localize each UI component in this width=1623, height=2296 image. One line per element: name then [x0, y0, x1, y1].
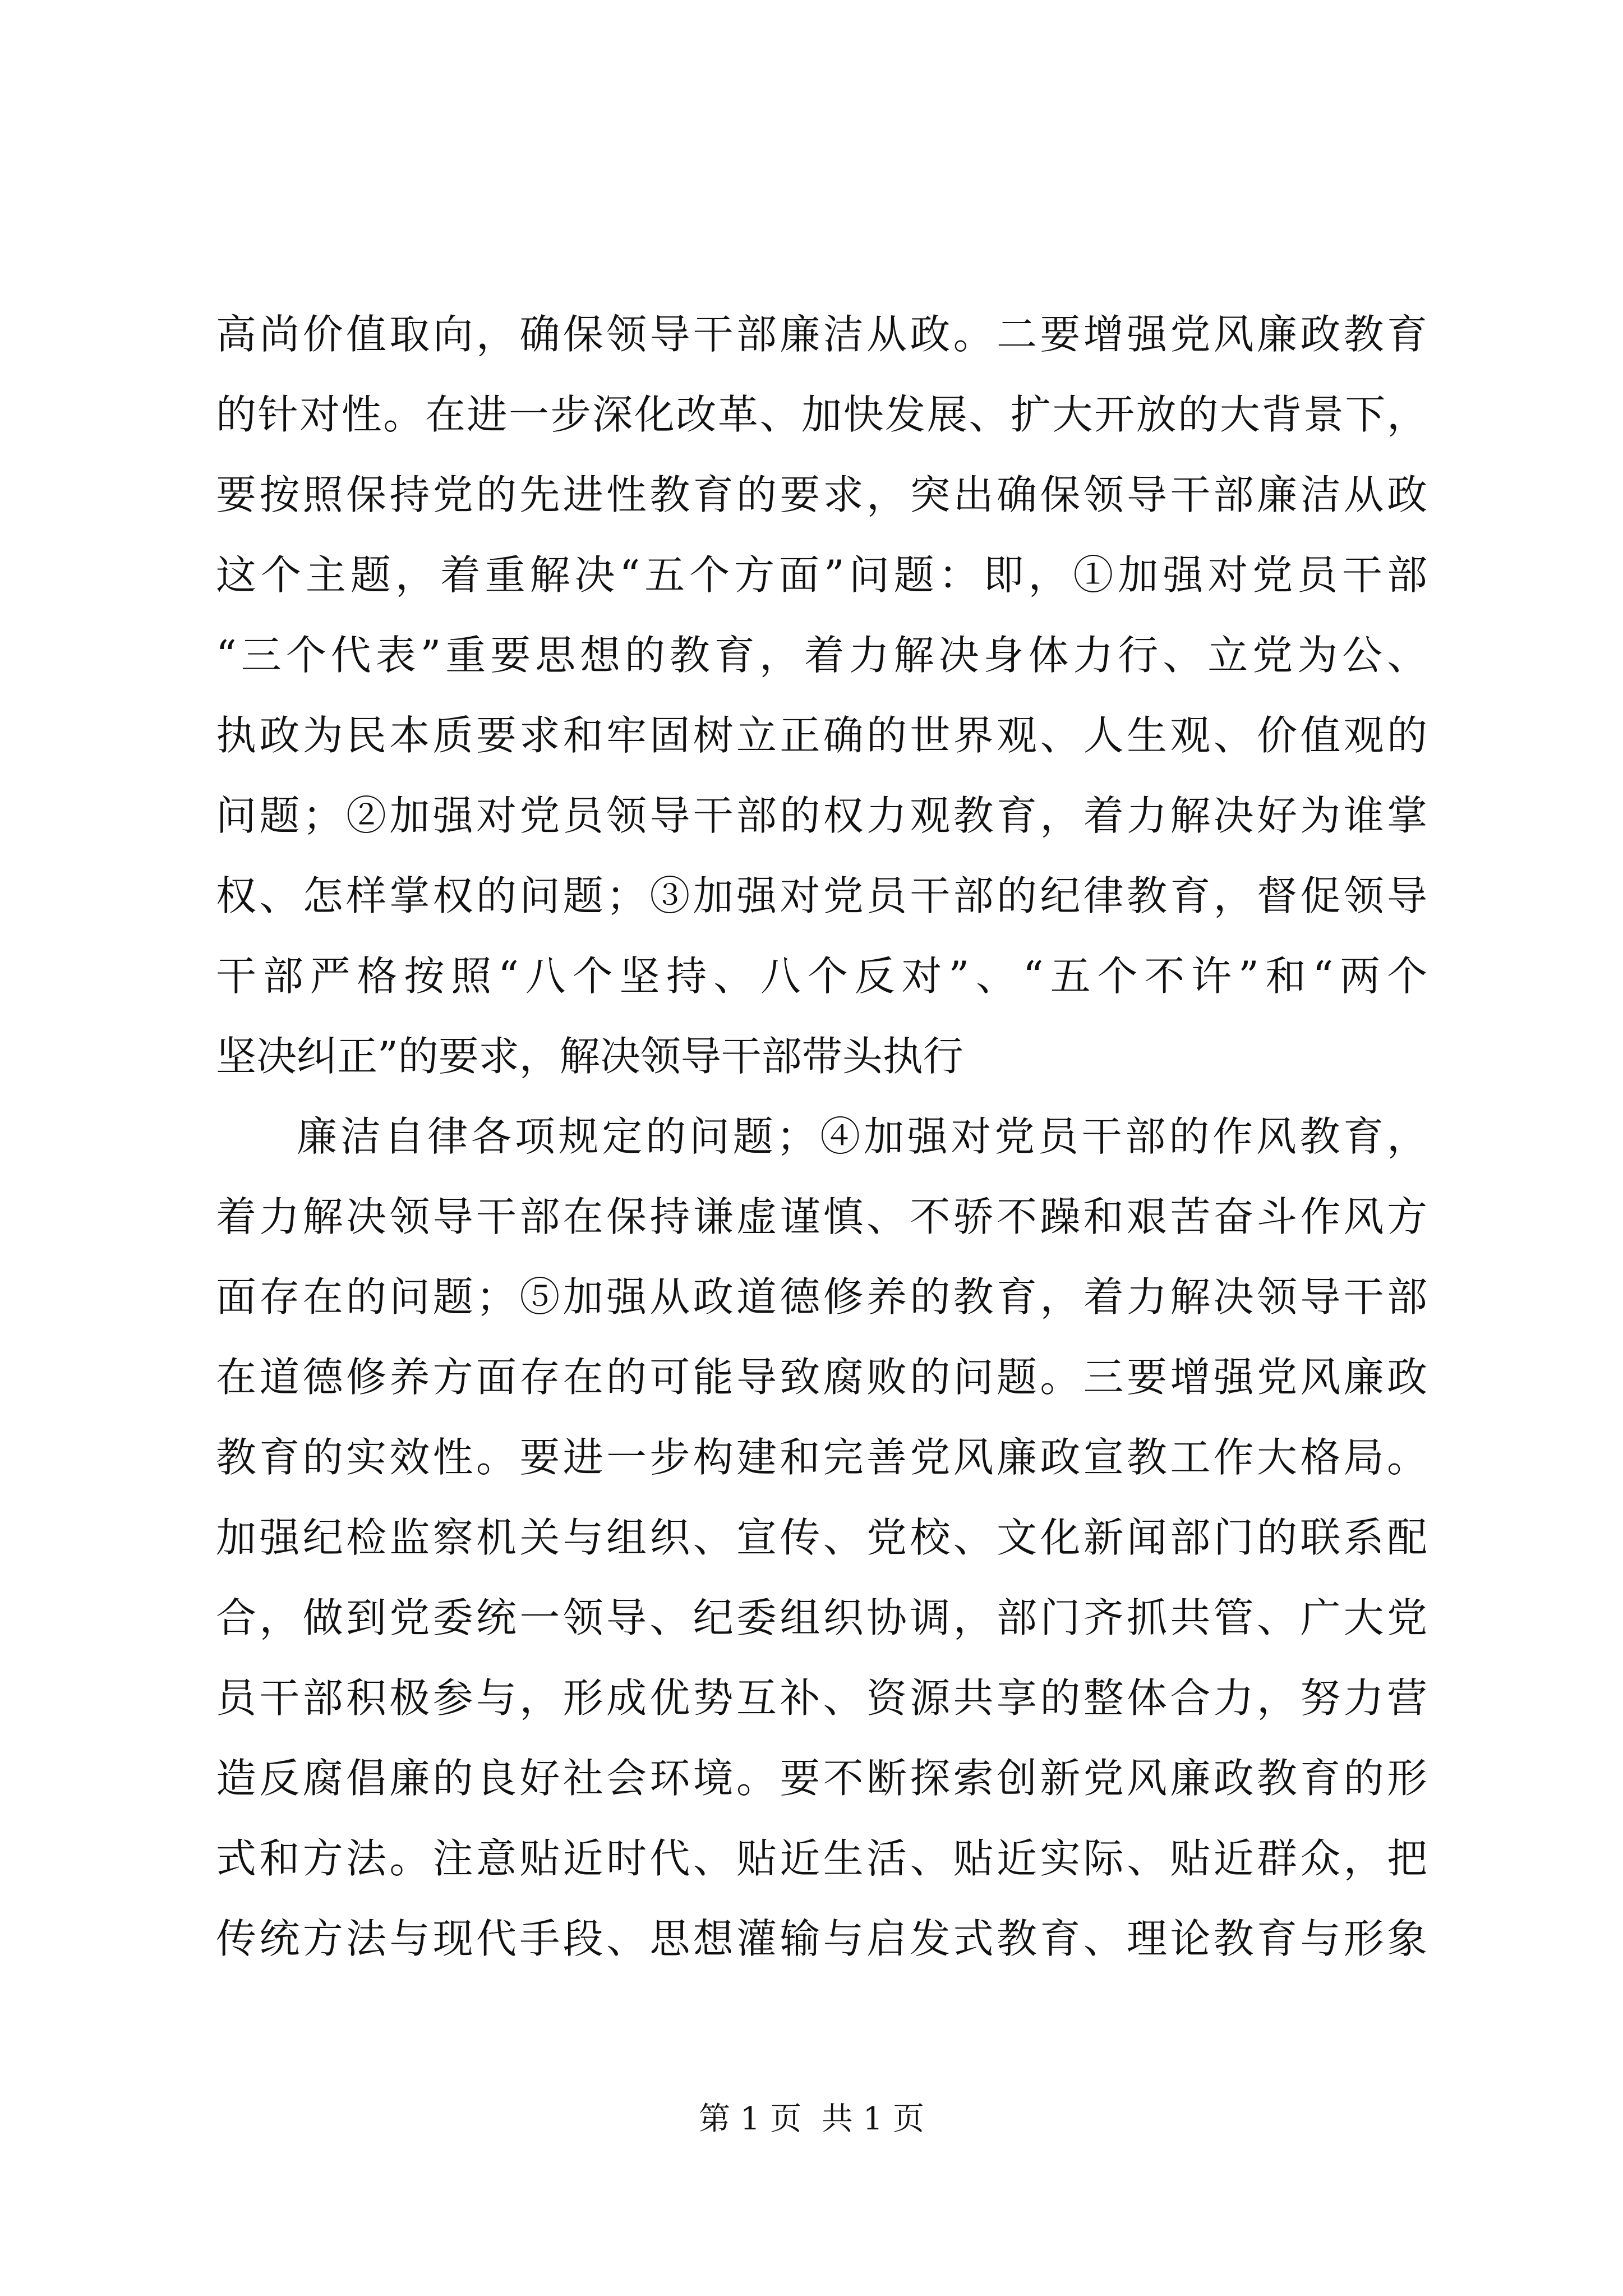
text-line: 员干部积极参与，形成优势互补、资源共享的整体合力，努力营: [216, 1674, 1427, 1722]
text-line-paragraph-start: 廉洁自律各项规定的问题；④加强对党员干部的作风教育，: [297, 1113, 1427, 1160]
text-line: 干部严格按照“八个坚持、八个反对”、“五个不许”和“两个: [216, 953, 1427, 1000]
text-line: 合，做到党委统一领导、纪委组织协调，部门齐抓共管、广大党: [216, 1594, 1427, 1641]
text-line: 要按照保持党的先进性教育的要求，突出确保领导干部廉洁从政: [216, 471, 1427, 518]
page-number-footer: 第 1 页 共 1 页: [698, 2101, 925, 2137]
text-line: 执政为民本质要求和牢固树立正确的世界观、人生观、价值观的: [216, 712, 1427, 759]
text-line: 这个主题，着重解决“五个方面”问题：即，①加强对党员干部: [216, 551, 1427, 599]
text-line: “三个代表”重要思想的教育，着力解决身体力行、立党为公、: [216, 632, 1427, 679]
text-line: 在道德修养方面存在的可能导致腐败的问题。三要增强党风廉政: [216, 1354, 1427, 1401]
text-line-paragraph-end: 坚决纠正”的要求，解决领导干部带头执行: [216, 1033, 963, 1080]
text-line: 着力解决领导干部在保持谦虚谨慎、不骄不躁和艰苦奋斗作风方: [216, 1193, 1427, 1240]
text-line: 高尚价值取向，确保领导干部廉洁从政。二要增强党风廉政教育: [216, 311, 1427, 358]
text-line: 问题；②加强对党员领导干部的权力观教育，着力解决好为谁掌: [216, 792, 1427, 839]
text-line: 加强纪检监察机关与组织、宣传、党校、文化新闻部门的联系配: [216, 1514, 1427, 1561]
text-line: 的针对性。在进一步深化改革、加快发展、扩大开放的大背景下，: [216, 391, 1427, 438]
text-line: 式和方法。注意贴近时代、贴近生活、贴近实际、贴近群众，把: [216, 1835, 1427, 1882]
text-line: 面存在的问题；⑤加强从政道德修养的教育，着力解决领导干部: [216, 1273, 1427, 1320]
text-line: 传统方法与现代手段、思想灌输与启发式教育、理论教育与形象: [216, 1915, 1427, 1962]
body-text: [216, 295, 1427, 1979]
text-line: 权、怎样掌权的问题；③加强对党员干部的纪律教育，督促领导: [216, 872, 1427, 919]
text-line: 造反腐倡廉的良好社会环境。要不断探索创新党风廉政教育的形: [216, 1755, 1427, 1802]
text-line: 教育的实效性。要进一步构建和完善党风廉政宣教工作大格局。: [216, 1434, 1427, 1481]
